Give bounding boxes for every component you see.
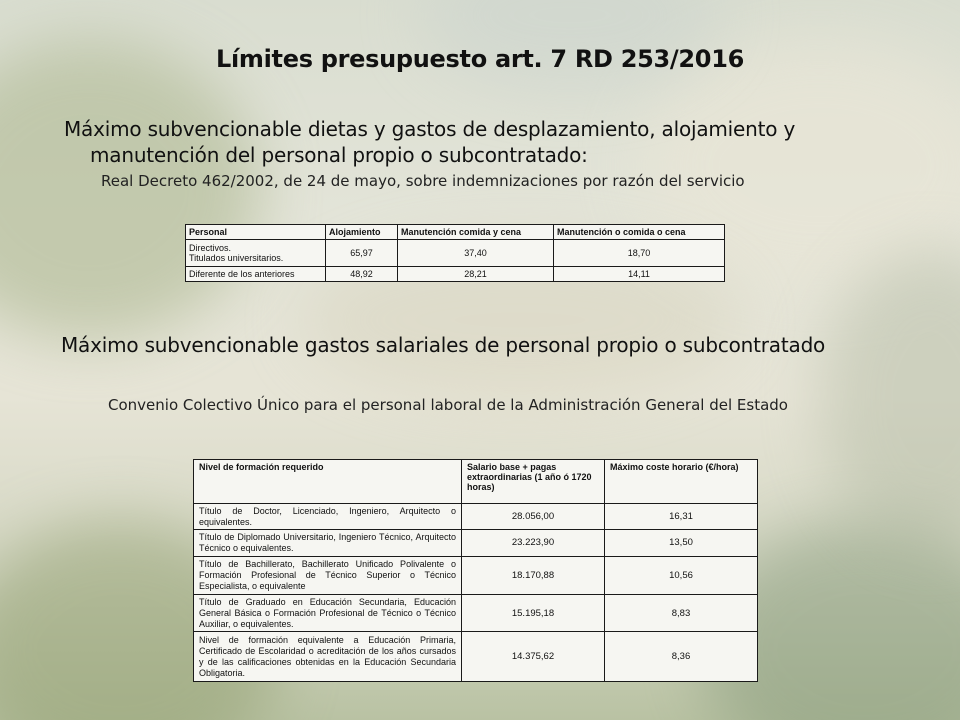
section1-source: Real Decreto 462/2002, de 24 de mayo, sobre indemnizaciones por razón del servicio: [101, 172, 745, 190]
table-header: Salario base + pagas extraordinarias (1 año ó 1720 horas): [462, 460, 605, 504]
table-header: Nivel de formación requerido: [194, 460, 462, 504]
table-header: Manutención o comida o cena: [554, 225, 725, 240]
table-cell: 15.195,18: [462, 594, 605, 632]
table-row: [186, 266, 725, 281]
table-row: [194, 556, 758, 594]
table-header: Personal: [186, 225, 326, 240]
table-row: [194, 632, 758, 682]
salarios-table: [193, 459, 758, 682]
table-cell: Título de Bachillerato, Bachillerato Unificado Polivalente o Formación Profesional de Técnico Superior o Técnico Especialista, o equivalente: [194, 556, 462, 594]
table-cell: 23.223,90: [462, 530, 605, 556]
table-cell: 37,40: [398, 240, 554, 267]
table-row: [194, 530, 758, 556]
section2-heading: Máximo subvencionable gastos salariales de personal propio o subcontratado: [61, 333, 826, 357]
table-cell: Título de Diplomado Universitario, Ingeniero Técnico, Arquitecto Técnico o equivalentes.: [194, 530, 462, 556]
section2-source: Convenio Colectivo Único para el personal laboral de la Administración General del Estado: [108, 396, 788, 414]
cell-line: Directivos.: [189, 242, 232, 253]
table-cell: 8,36: [605, 632, 758, 682]
table-row: [194, 504, 758, 530]
table-header-row: [194, 460, 758, 504]
table-cell: 14.375,62: [462, 632, 605, 682]
table-cell: 18,70: [554, 240, 725, 267]
table-header: Máximo coste horario (€/hora): [605, 460, 758, 504]
table-cell: 16,31: [605, 504, 758, 530]
section1-heading-line2: manutención del personal propio o subcontratado:: [90, 143, 588, 167]
dietas-table: [185, 224, 725, 282]
table-cell: 8,83: [605, 594, 758, 632]
table-cell: 13,50: [605, 530, 758, 556]
table-row: [186, 240, 725, 267]
table-cell: 28,21: [398, 266, 554, 281]
table-cell: 48,92: [326, 266, 398, 281]
slide-title: Límites presupuesto art. 7 RD 253/2016: [215, 45, 744, 73]
table-cell: Título de Graduado en Educación Secundaria, Educación General Básica o Formación Profesional de Técnico o Técnico Auxiliar, o equivalentes.: [194, 594, 462, 632]
table-cell: 14,11: [554, 266, 725, 281]
cell-line: Titulados universitarios.: [189, 252, 284, 263]
table-header: Alojamiento: [326, 225, 398, 240]
table-cell: [186, 240, 326, 267]
table-cell: 18.170,88: [462, 556, 605, 594]
table-cell: 10,56: [605, 556, 758, 594]
section1-heading-line1: Máximo subvencionable dietas y gastos de desplazamiento, alojamiento y: [64, 117, 796, 141]
table-row: [194, 594, 758, 632]
table-header-row: [186, 225, 725, 240]
table-cell: Título de Doctor, Licenciado, Ingeniero, Arquitecto o equivalentes.: [194, 504, 462, 530]
table-cell: 65,97: [326, 240, 398, 267]
table-cell: Nivel de formación equivalente a Educación Primaria, Certificado de Escolaridad o acreditación de los años cursados y de las calificaciones obtenidas en la Educación Secundaria Obligatoria.: [194, 632, 462, 682]
table-cell: 28.056,00: [462, 504, 605, 530]
section1-heading: [64, 116, 884, 168]
table-cell: Diferente de los anteriores: [186, 266, 326, 281]
table-header: Manutención comida y cena: [398, 225, 554, 240]
